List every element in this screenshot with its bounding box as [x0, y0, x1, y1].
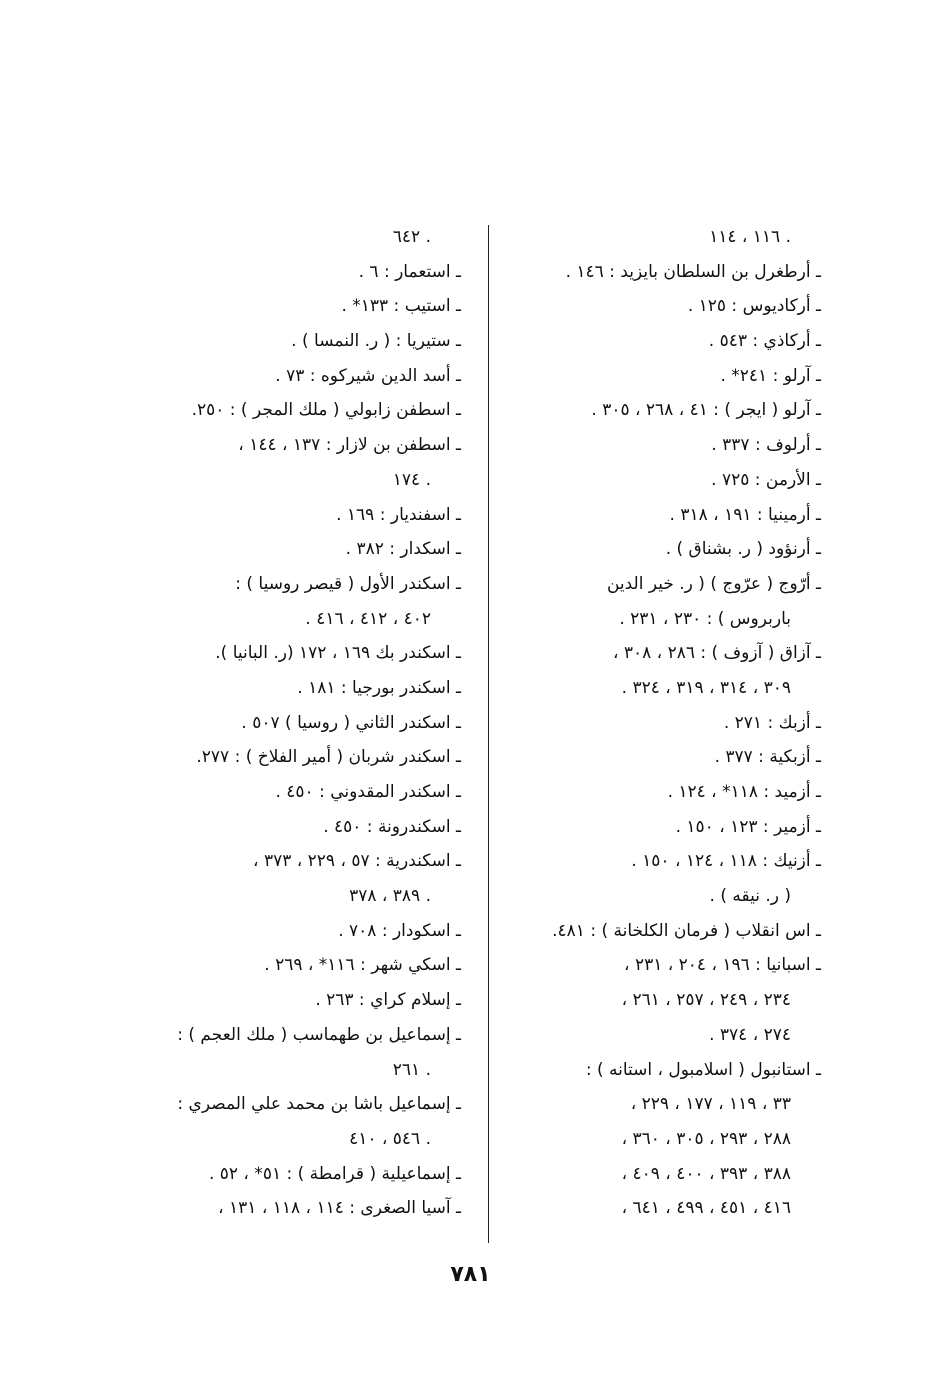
index-entry-continuation: ٣٨٨ ، ٣٩٣ ، ٤٠٠ ، ٤٠٩ ،	[621, 1163, 791, 1184]
index-entry: ـ أزمير : ١٢٣ ، ١٥٠ .	[675, 816, 821, 837]
index-entry: ـ اسكندرونة : ٤٥٠ .	[323, 816, 461, 837]
index-entry: ـ اسكندر الأول ( قيصر روسيا ) :	[235, 573, 461, 594]
index-entry: ـ إسماعيلية ( قرامطة ) : ٥١* ، ٥٢ .	[208, 1163, 461, 1184]
index-entry: ـ أزميد : ١١٨* ، ١٢٤ .	[667, 782, 821, 802]
index-entry-continuation: ٣٠٩ ، ٣١٤ ، ٣١٩ ، ٣٢٤ .	[621, 677, 791, 698]
page-number: ٧٨١	[450, 1262, 491, 1287]
index-entry-continuation: ( ر. نيقه ) .	[709, 886, 791, 907]
index-entry: ـ أرطغرل بن السلطان بايزيد : ١٤٦ .	[565, 261, 821, 282]
index-entry: ـ إسماعيل بن طهماسب ( ملك العجم ) :	[177, 1024, 461, 1045]
index-entry: ـ أرمينيا : ١٩١ ، ٣١٨ .	[669, 504, 821, 525]
index-entry-continuation: ٢٧٤ ، ٣٧٤ .	[709, 1024, 791, 1045]
index-entry-continuation: . ٣٨٩ ، ٣٧٨	[349, 886, 431, 907]
index-entry: ـ اسكندر بورجيا : ١٨١ .	[297, 677, 461, 698]
index-entry-continuation: . ١٧٤	[392, 469, 431, 490]
index-entry: ـ استعمار : ٦ .	[358, 261, 461, 282]
index-entry: ـ اسكي شهر : ١١٦* ، ٢٦٩ .	[264, 955, 461, 976]
index-entry: ـ اسكدار : ٣٨٢ .	[345, 539, 461, 560]
index-entry-continuation: ٤١٦ ، ٤٥١ ، ٤٩٩ ، ٦٤١ ،	[621, 1198, 791, 1219]
index-entry: ـ آزاق ( آزوف ) : ٢٨٦ ، ٣٠٨ ،	[612, 643, 821, 664]
index-entry-continuation: . ٢٦١	[392, 1059, 431, 1080]
index-entry: ـ أركاديوس : ١٢٥ .	[687, 296, 821, 317]
index-entry: ـ استيب : ١٣٣* .	[341, 296, 461, 317]
index-entry: ـ أسد الدين شيركوه : ٧٣ .	[275, 365, 461, 386]
index-entry: ـ اسطفن زابولي ( ملك المجر ) : ٢٥٠.	[191, 400, 461, 421]
index-entry: ـ اسبانيا : ١٩٦ ، ٢٠٤ ، ٢٣١ ،	[624, 955, 821, 976]
index-entry-continuation: . ٦٤٢	[392, 227, 431, 247]
index-entry: ـ اسكندر المقدوني : ٤٥٠ .	[275, 782, 461, 802]
index-entry: ـ آسيا الصغرى : ١١٤ ، ١١٨ ، ١٣١ ،	[218, 1198, 461, 1219]
index-column-right	[511, 220, 821, 1226]
index-entry: ـ إسماعيل باشا بن محمد علي المصري :	[177, 1094, 461, 1115]
index-entry: ـ أزبكية : ٣٧٧ .	[714, 747, 821, 768]
index-entry-continuation: . ٥٤٦ ، ٤١٠	[349, 1128, 431, 1149]
index-entry: ـ اسكندرية : ٥٧ ، ٢٢٩ ، ٣٧٣ ،	[253, 851, 461, 872]
index-entry: ـ اس انقلاب ( فرمان الكلخانة ) : ٤٨١.	[552, 920, 821, 941]
index-entry-continuation: ٣٣ ، ١١٩ ، ١٧٧ ، ٢٢٩ ،	[630, 1094, 791, 1115]
index-entry: ـ ستيريا : ( ر. النمسا ) .	[291, 331, 461, 352]
index-entry: ـ أرنؤود ( ر. بشناق ) .	[665, 539, 821, 560]
index-entry: ـ اسكندر الثاني ( روسيا ) ٥٠٧ .	[241, 712, 461, 733]
index-entry-continuation: ٢٨٨ ، ٢٩٣ ، ٣٠٥ ، ٣٦٠ ،	[621, 1128, 791, 1149]
index-entry: ـ أرّوج ( عرّوج ) ( ر. خير الدين	[606, 573, 821, 594]
index-entry-continuation: باربروس ) : ٢٣٠ ، ٢٣١ .	[619, 608, 791, 629]
index-entry: ـ أرلوف : ٣٣٧ .	[711, 435, 821, 456]
index-entry: ـ اسكندر بك ١٦٩ ، ١٧٢ (ر. البانيا ).	[215, 643, 461, 664]
index-entry: ـ استانبول ( اسلامبول ، استانه ) :	[585, 1059, 821, 1080]
index-entry: ـ أزنيك : ١١٨ ، ١٢٤ ، ١٥٠ .	[631, 851, 821, 872]
index-entry-continuation: ٢٣٤ ، ٢٤٩ ، ٢٥٧ ، ٢٦١ ،	[621, 990, 791, 1011]
index-entry: ـ اسكندر شربان ( أمير الفلاخ ) : ٢٧٧.	[196, 747, 461, 768]
index-entry: ـ الأرمن : ٧٢٥ .	[711, 469, 821, 490]
index-entry: ـ أركاذي : ٥٤٣ .	[708, 331, 821, 352]
index-entry: ـ أزبك : ٢٧١ .	[723, 712, 821, 733]
index-entry: ـ آرلو : ٢٤١* .	[720, 365, 821, 386]
index-entry: ـ اسفنديار : ١٦٩ .	[336, 504, 461, 525]
index-entry: ـ اسكودار : ٧٠٨ .	[338, 920, 461, 941]
index-column-left	[141, 220, 461, 1226]
index-entry: ـ اسطفن بن لازار : ١٣٧ ، ١٤٤ ،	[238, 435, 461, 456]
index-entry-continuation: ٤٠٢ ، ٤١٢ ، ٤١٦ .	[305, 608, 431, 629]
index-entry: ـ إسلام كراي : ٢٦٣ .	[315, 990, 461, 1011]
index-entry-continuation: . ١١٦ ، ١١٤	[709, 227, 791, 247]
column-divider	[488, 225, 489, 1243]
index-entry: ـ آرلو ( ايجر ) : ٤١ ، ٢٦٨ ، ٣٠٥ .	[591, 400, 821, 421]
